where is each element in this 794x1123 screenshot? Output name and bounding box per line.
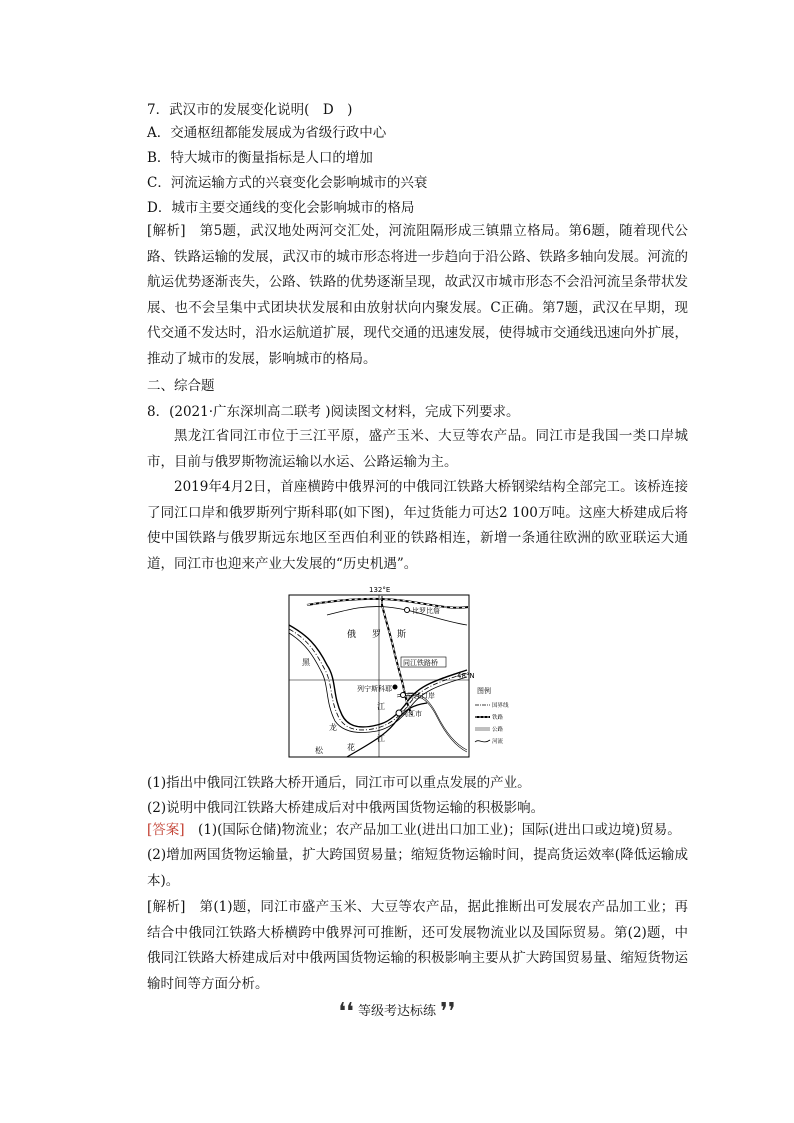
q7-option-a: A．交通枢纽都能发展成为省级行政中心 [147, 125, 387, 141]
answer-tag: [答案] [147, 822, 185, 838]
birobidzhan-point [405, 608, 410, 613]
q8-sub-2: (2)说明中俄同江铁路大桥建成后对中俄两国货物运输的积极影响。 [147, 800, 545, 816]
section-heading: 二、综合题 [147, 378, 215, 394]
hei-label: 黑 [302, 658, 310, 667]
analysis-1-tag: [解析] [147, 223, 186, 239]
analysis-1 [147, 219, 688, 372]
answer-line-2: (2)增加两国货物运输量，扩大跨国贸易量；缩短货物运输时间，提高货运效率(降低运输成本)。 [147, 847, 688, 889]
city-label: 同江市 [401, 710, 422, 718]
legend-river-symbol [475, 740, 490, 742]
jiang-label-1: 江 [377, 702, 385, 711]
russia-label-1: 俄 [347, 630, 357, 640]
tongjiang-bridge-map [287, 585, 509, 760]
analysis-2 [147, 895, 688, 997]
map-lon-label: 132°E [369, 586, 391, 594]
q7-stem: 7．武汉市的发展变化说明( D ) [147, 102, 353, 118]
birobidzhan-label: 比罗比詹 [412, 607, 440, 615]
q7-option-d: D．城市主要交通线的变化会影响城市的格局 [147, 200, 415, 216]
answer-text-1: (1)(国际仓储)物流业；农产品加工业(进出口加工业)；国际(进出口或边境)贸易。 [184, 822, 681, 838]
answer-line-1 [147, 818, 688, 844]
port-label: 同江口岸 [407, 692, 435, 700]
map-lat-label: 48°N [457, 672, 475, 680]
q7-option-c: C．河流运输方式的兴衰变化会影响城市的兴衰 [147, 175, 428, 191]
q8-material-1: 黑龙江省同江市位于三江平原，盛产玉米、大豆等农产品。同江市是我国一类口岸城市，目前与俄罗斯物流运输以水运、公路运输为主。 [147, 428, 688, 470]
song-label: 松 [315, 746, 323, 755]
leninskoe-point [393, 685, 398, 690]
songhua-label: 花 [347, 743, 355, 752]
long-label: 龙 [329, 723, 337, 732]
russia-label-3: 斯 [397, 630, 407, 640]
legend-title: 图例 [477, 687, 491, 695]
q7-option-b: B．特大城市的衡量指标是人口的增加 [147, 150, 373, 166]
port-point [401, 693, 406, 698]
analysis-2-tag: [解析] [147, 899, 186, 915]
open-quote-icon: ❛❛ [338, 997, 354, 1026]
section-footer [0, 997, 794, 1026]
bridge-label: 同江铁路桥 [403, 659, 438, 667]
analysis-2-text: 第(1)题，同江市盛产玉米、大豆等农产品，据此推断出可发展农产品加工业；再结合中俄同江铁路大桥横跨中俄界河可推断，还可发展物流业以及国际贸易。第(2)题，中俄同江铁路大桥建成后对中俄两国货物运输的积极影响主要从扩大跨国贸易量、缩短货物运输时间等方面分析。 [147, 899, 688, 992]
close-quote-icon: ❜❜ [440, 997, 456, 1026]
q8-stem: 8．(2021·广东深圳高二联考 )阅读图文材料，完成下列要求。 [147, 404, 520, 420]
legend-border: 国界线 [492, 703, 509, 709]
footer-label: 等级考达标练 [357, 1004, 436, 1019]
analysis-1-text: 第5题，武汉地处两河交汇处，河流阻隔形成三镇鼎立格局。第6题，随着现代公路、铁路运输的发展，武汉市的城市形态将进一步趋向于沿公路、铁路多轴向发展。河流的航运优势逐渐丧失，公路、铁路的优势逐渐呈现，故武汉市城市形态不会沿河流呈条带状发展、也不会呈集中式团块状发展和由放射状向内聚发展。C正确。第7题，武汉在早期，现代交通不发达时，沿水运航道扩展，现代交通的迅速发展，使得城市交通线迅速向外扩展，推动了城市的发展，影响城市的格局。 [147, 223, 688, 367]
leninskoe-label: 列宁斯科耶 [357, 685, 392, 693]
russia-label-2: 罗 [372, 630, 382, 640]
legend-river: 河流 [492, 739, 504, 745]
jiang-label-2: 江 [377, 734, 385, 743]
legend-road: 公路 [492, 727, 504, 733]
legend-rail: 铁路 [492, 715, 504, 721]
q8-sub-1: (1)指出中俄同江铁路大桥开通后，同江市可以重点发展的产业。 [147, 775, 531, 791]
q8-material-2: 2019年4月2日，首座横跨中俄界河的中俄同江铁路大桥钢梁结构全部完工。该桥连接了同江口岸和俄罗斯列宁斯科耶(如下图)，年过货能力可达2 100万吨。这座大桥建成后将使中国铁路与俄罗斯远东地区至西伯利亚的铁路相连，新增一条通往欧洲的欧亚联运大通道，同江市也迎来产业大发展的“历史机遇”。 [147, 479, 688, 572]
